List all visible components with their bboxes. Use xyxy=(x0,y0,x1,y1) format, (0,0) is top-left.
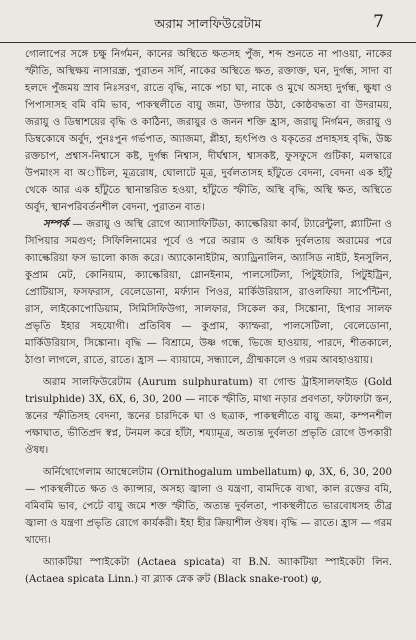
section-lead: সম্পর্ক xyxy=(43,218,69,230)
paragraph-text: অর্নিথোগেলাম আম্বেলেটাম (Ornithogalum umbellatum) φ, 3X, 6, 30, 200 — পাকস্থলীতে ক্ষত ও ক্যান্সার, অসহ্য জ্বালা ও যন্ত্রণা, বামদিকে ব্যথা, কাল রক্তের বমি, বমিবমি ভাব, পেটে বায়ু জমে শক্ত স্ফীতি, অত্যন্ত দুর্বলতা, পাকস্থলীতে ভারবোধসহ তীব্র জ্বালা ও যন্ত্রণা প্রভৃতি রোগে কার্যকরী। ইহা হীর ক্রিয়াশীল ঔষধ। বৃদ্ধি — রাতে। হ্রাস — গরম খাদ্যে। xyxy=(25,467,392,546)
paragraph-symptoms xyxy=(25,46,392,216)
paragraph-text: — জরায়ু ও অস্থি রোগে অ্যাসাফিটিডা, ক্যাল্কেরিয়া কার্ব, ট্যারেন্টুলা, প্ল্যাটিনা ও সিপিয়ার সমগুণ; সিফিলিনামের পূর্বে ও পরে অরাম ও অধিক দুর্বলতায় অরামের পরে ক্যাল্কেরিয়া ফস ভালো কাজ করে। অ্যাকোনাইটাম, অ্যাড্রিনালিন, অ্যাসিড নাইট, ইনসুলিন, কুপ্রাম মেট, কোনিয়াম, ক্যাল্কেরিয়া, গ্লোনইনাম, পালসেটিলা, পিটুইটারি, পিটুইট্রিন, প্রোটিয়াস, ফসফরাস, বেলেডোনা, মর্ফ্যান পিওর, মার্কিউরিয়াস, রাওলফিয়া সার্পেন্টিনা, রাস, লাইকোপোডিয়াম, সিমিসিফিউগা, সালফার, সিকেল কর, সিঙ্কোনা, হিপার সালফ প্রভৃতি ইহার সহযোগী। প্রতিবিষ — কুপ্রাম, ক্যাম্ফরা, পালসেটিলা, বেলেডোনা, মার্কিউরিয়াস, সিঙ্কোনা। বৃদ্ধি — বিশ্রামে, উষ্ণ গন্ধে, ভিজে হাওয়ায়, পারদে, শীতকালে, ঠাণ্ডা লাগলে, রাতে, রাতে। হ্রাস — ব্যায়ামে, সন্ধ্যালে, গ্রীষ্মকালে ও গরম আবহাওয়ায়। xyxy=(25,219,392,366)
paragraph-actaea-spicata xyxy=(25,554,392,588)
paragraph-ornithogalum xyxy=(25,464,392,549)
paragraph-relationship xyxy=(25,216,392,369)
paragraph-text: গোলাপের সঙ্গে চক্ষু নির্গমন, কানের অস্থিতে ক্ষতসহ পুঁজ, শব্দ শুনতে না পাওয়া, নাকের স্ফীতি, অস্থিক্ষয় নাসারন্ধ্র, পুরাতন সর্দি, নাকের অস্থিতে ক্ষত, রক্তাক্ত, ঘন, দুর্গন্ধ, সাদা বা হলদে পুঁজময় স্রাব নিঃসরণ, রাতে বৃদ্ধি, নাকে পচা ঘা, নাকে ও মুখে অসহ্য দুর্গন্ধ, ক্ষুধা ও পিপাসাসহ বমি বমি ভাব, পাকস্থলীতে বায়ু জমা, উদ্গার উঠা, কোষ্ঠবদ্ধতা বা উদরাময়, জরায়ু ও ডিম্বাশয়ের বৃদ্ধি ও কাঠিন্য, জরায়ুর ও জনন শক্তি হ্রাস, জরায়ু নির্গমন, জরায়ু ও ডিম্বকোষে অর্বুদ, পুনঃপুন গর্ভপাত, অ্যাজমা, প্লীহা, হৃৎপিণ্ড ও যকৃতের প্রদাহসহ বৃদ্ধি, উচ্চ রক্তচাপ, প্রশ্বাস-নিশ্বাসে কষ্ট, দুর্গন্ধ নিশ্বাস, দীর্ঘশ্বাস, শ্বাসকষ্ট, ফুসফুসে গুটিকা, মলদ্বারে উপমাংস বা অাঁচিল, মূত্ররোধ, ঘোলাটে মূত্র, দুর্বলতাসহ হাঁটুতে বেদনা, বেদনা এক হাঁটু থেকে আর এক হাঁটুতে স্থানান্তরিত হওয়া, হাঁটুতে স্ফীতি, অস্থি বৃদ্ধি, অস্থি ক্ষত, অস্থিতে অর্বুদ, স্থানপরিবর্তনশীল বেদনা, পুরাতন বাত। xyxy=(25,49,392,213)
paragraph-aurum-sulphuratum xyxy=(25,374,392,459)
header-title: অরাম সালফিউরেটাম xyxy=(154,16,262,31)
page-number: 7 xyxy=(373,12,384,32)
paragraph-text: অরাম সালফিউরেটাম (Aurum sulphuratum) বা গোল্ড ট্রাইসালফাইড (Gold trisulphide) 3X, 6X, 6, 30, 200 — নাকে স্ফীতি, মাথা নড়ার প্রবণতা, ফটাফাটা স্তন, স্তনের স্ফীতিসহ বেদনা, স্তনের চারদিকে ঘা ও ছত্রাক, পাকস্থলীতে বায়ু জমা, কম্পনশীল পক্ষাঘাত, ভীতিপ্রদ স্বপ্ন, টনমল করে হাঁটা, শয্যামূত্র, অত্যন্ত দুর্বলতা প্রভৃতি রোগে উপকারী ঔষধ। xyxy=(25,377,392,456)
page-body xyxy=(25,46,392,630)
paragraph-text: অ্যাকটিয়া স্পাইকেটা (Actaea spicata) বা B.N. অ্যাকটিয়া স্পাইকেটা লিন. (Actaea spicata Linn.) বা ব্ল্যাক স্নেক রুট (Black snake-root) φ, xyxy=(25,557,392,585)
running-header xyxy=(0,12,416,43)
